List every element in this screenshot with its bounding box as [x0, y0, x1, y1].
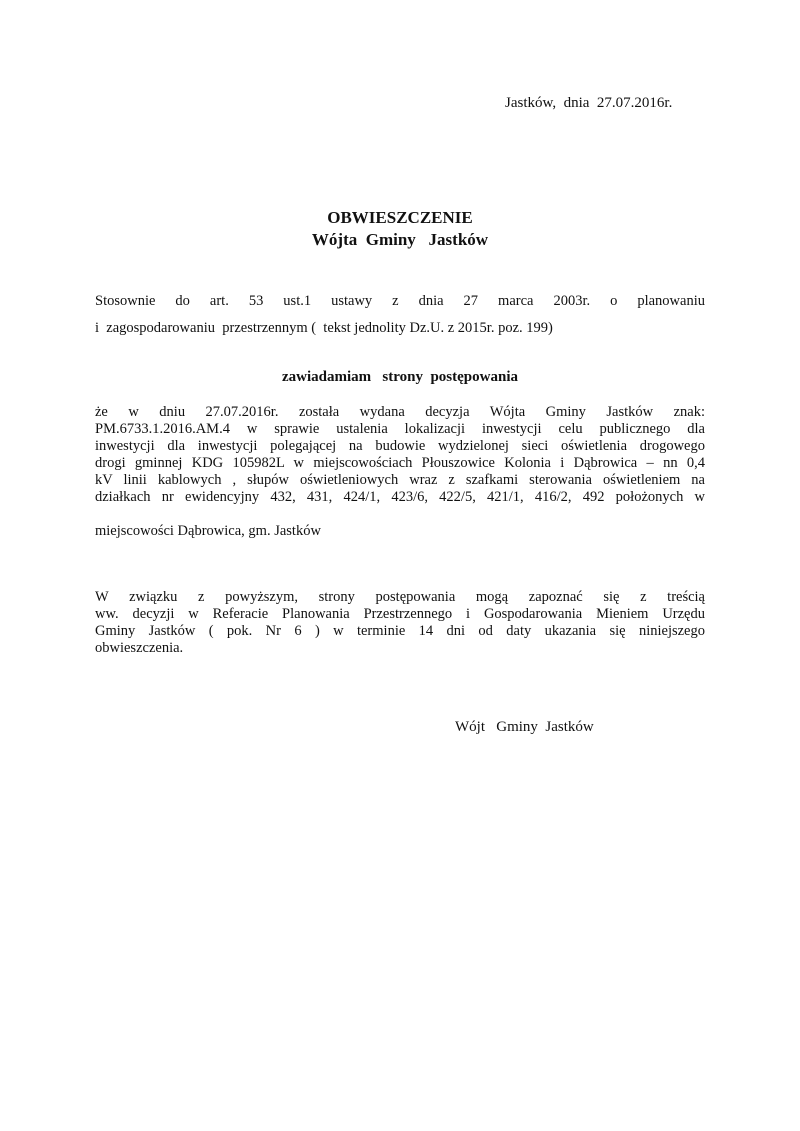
decision-line-5: kV linii kablowych , słupów oświetleniowych wraz z szafkami sterowania oświetleniem na	[95, 472, 705, 488]
decision-line-1: że w dniu 27.07.2016r. została wydana decyzja Wójta Gminy Jastków znak:	[95, 404, 705, 420]
document-subtitle: Wójta Gminy Jastków	[311, 230, 489, 249]
decision-line-3: inwestycji dla inwestycji polegającej na budowie wydzielonej sieci oświetlenia drogowego	[95, 438, 705, 454]
decision-line-4: drogi gminnej KDG 105982L w miejscowościach Płouszowice Kolonia i Dąbrowica – nn 0,4	[95, 455, 705, 471]
info-line-3: Gminy Jastków ( pok. Nr 6 ) w terminie 14 dni od daty ukazania się niniejszego	[95, 623, 705, 639]
place-date: Jastków, dnia 27.07.2016r.	[505, 95, 673, 111]
info-line-4: obwieszczenia.	[95, 640, 184, 656]
legal-basis-line-2: i zagospodarowaniu przestrzennym ( tekst jednolity Dz.U. z 2015r. poz. 199)	[95, 320, 553, 336]
decision-line-2: PM.6733.1.2016.AM.4 w sprawie ustalenia lokalizacji inwestycji celu publicznego dla	[95, 421, 705, 437]
decision-line-7: miejscowości Dąbrowica, gm. Jastków	[95, 523, 321, 539]
info-line-2: ww. decyzji w Referacie Planowania Przestrzennego i Gospodarowania Mieniem Urzędu	[95, 606, 705, 622]
signature: Wójt Gminy Jastków	[455, 719, 594, 735]
notice-heading: zawiadamiam strony postępowania	[282, 369, 518, 385]
decision-line-6: działkach nr ewidencyjny 432, 431, 424/1, 423/6, 422/5, 421/1, 416/2, 492 położonych w	[95, 489, 705, 505]
document-title: OBWIESZCZENIE	[327, 208, 473, 227]
legal-basis-line-1: Stosownie do art. 53 ust.1 ustawy z dnia 27 marca 2003r. o planowaniu	[95, 293, 705, 309]
info-line-1: W związku z powyższym, strony postępowania mogą zapoznać się z treścią	[95, 589, 705, 605]
